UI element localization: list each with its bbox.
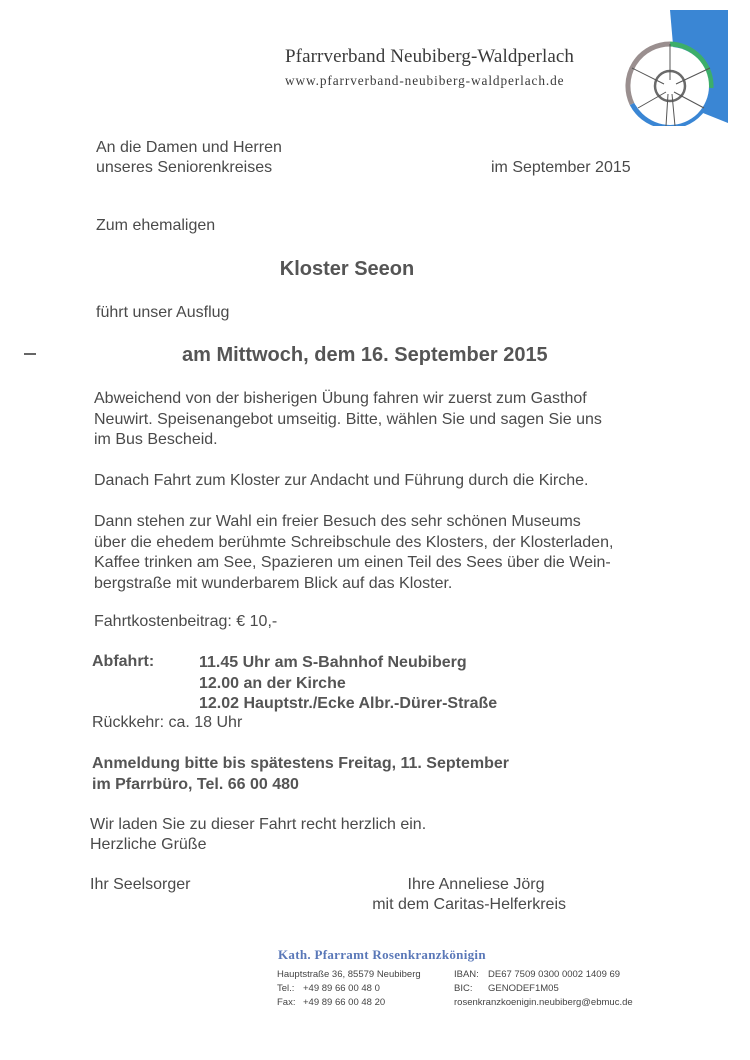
signature-right-name: Ihre Anneliese Jörg bbox=[407, 876, 545, 893]
footer-iban-label: IBAN: bbox=[454, 969, 479, 980]
footer-address: Hauptstraße 36, 85579 Neubiberg bbox=[277, 969, 421, 980]
signature-right-group: mit dem Caritas-Helferkreis bbox=[372, 896, 566, 913]
invitation-text: Wir laden Sie zu dieser Fahrt recht herzlich ein. bbox=[90, 816, 427, 833]
departure-time: 12.02 Hauptstr./Ecke Albr.-Dürer-Straße bbox=[199, 695, 498, 712]
intro-text: Zum ehemaligen bbox=[96, 217, 216, 234]
footer-tel-label: Tel.: bbox=[277, 983, 295, 994]
registration-line: Anmeldung bitte bis spätestens Freitag, 11. September bbox=[92, 755, 509, 772]
letter-date: im September 2015 bbox=[491, 159, 631, 176]
paragraph-line: Abweichend von der bisherigen Übung fahren wir zuerst zum Gasthof bbox=[94, 390, 587, 407]
footer-office-name: Kath. Pfarramt Rosenkranzkönigin bbox=[278, 947, 486, 962]
registration-note bbox=[92, 754, 509, 795]
organization-name: Pfarrverband Neubiberg-Waldperlach bbox=[285, 46, 575, 67]
parish-logo-icon bbox=[618, 8, 730, 126]
return-time: Rückkehr: ca. 18 Uhr bbox=[92, 714, 243, 731]
greeting-text: Herzliche Grüße bbox=[90, 836, 207, 853]
departure-time: 11.45 Uhr am S-Bahnhof Neubiberg bbox=[199, 654, 467, 671]
footer-tel[interactable]: +49 89 66 00 48 0 bbox=[303, 983, 380, 994]
recipient-line-2: unseres Seniorenkreises bbox=[96, 159, 273, 176]
departure-times bbox=[199, 653, 497, 715]
registration-line: im Pfarrbüro, Tel. 66 00 480 bbox=[92, 775, 299, 793]
footer-bic-label: BIC: bbox=[454, 983, 473, 994]
destination-title: Kloster Seeon bbox=[279, 258, 415, 280]
footer-fax: +49 89 66 00 48 20 bbox=[303, 997, 386, 1008]
paragraph-line: Dann stehen zur Wahl ein freier Besuch des sehr schönen Museums bbox=[94, 513, 581, 530]
event-date: am Mittwoch, dem 16. September 2015 bbox=[182, 344, 548, 366]
signature-left: Ihr Seelsorger bbox=[90, 876, 191, 893]
paragraph-line: im Bus Bescheid. bbox=[94, 431, 218, 448]
paragraph-1 bbox=[94, 389, 602, 451]
recipient-line-1: An die Damen und Herren bbox=[96, 139, 282, 156]
cost-text: Fahrtkostenbeitrag: € 10,- bbox=[94, 613, 278, 630]
lead-text: führt unser Ausflug bbox=[96, 304, 230, 321]
departure-time: 12.00 an der Kirche bbox=[199, 674, 346, 692]
footer-iban: DE67 7509 0300 0002 1409 69 bbox=[488, 969, 621, 980]
departure-label: Abfahrt: bbox=[92, 653, 155, 670]
paragraph-line: bergstraße mit wunderbarem Blick auf das Kloster. bbox=[94, 574, 453, 592]
paragraph-line: über die ehedem berühmte Schreibschule des Klosters, der Klosterladen, bbox=[94, 533, 614, 551]
paragraph-3 bbox=[94, 512, 613, 594]
paragraph-line: Neuwirt. Speisenangebot umseitig. Bitte, wählen Sie und sagen Sie uns bbox=[94, 410, 602, 428]
paragraph-line: Kaffee trinken am See, Spazieren um einen Teil des Sees über die Wein- bbox=[94, 554, 611, 571]
website-link[interactable]: www.pfarrverband-neubiberg-waldperlach.de bbox=[285, 73, 565, 88]
paragraph-2: Danach Fahrt zum Kloster zur Andacht und Führung durch die Kirche. bbox=[94, 472, 589, 489]
footer-email[interactable]: rosenkranzkoenigin.neubiberg@ebmuc.de bbox=[454, 997, 633, 1008]
margin-mark bbox=[24, 353, 36, 355]
footer-bic: GENODEF1M05 bbox=[488, 983, 559, 994]
footer-fax-label: Fax: bbox=[277, 997, 296, 1008]
